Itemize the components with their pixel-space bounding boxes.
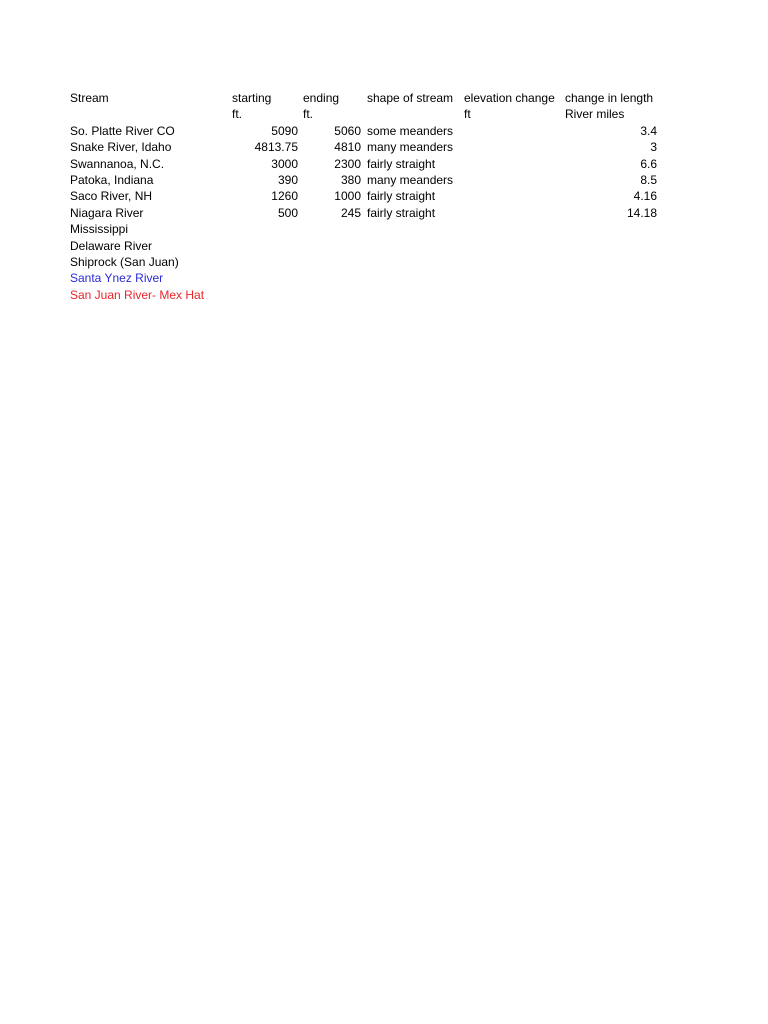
table-row <box>70 172 670 188</box>
ending-ft: 1000 <box>334 189 361 204</box>
table-row <box>70 205 670 221</box>
stream-shape: fairly straight <box>367 189 436 204</box>
stream-name: Delaware River <box>70 238 153 253</box>
ending-ft: 4810 <box>334 140 361 155</box>
table-row <box>70 254 670 270</box>
stream-shape: some meanders <box>367 123 454 138</box>
header-length: change in length <box>565 91 654 105</box>
length-change: 8.5 <box>640 172 657 187</box>
starting-ft: 500 <box>277 205 298 220</box>
header-row <box>70 90 670 106</box>
header-units-row <box>70 106 670 122</box>
header-length-unit: River miles <box>565 107 625 122</box>
starting-ft: 5090 <box>271 123 298 138</box>
ending-ft: 380 <box>340 172 361 187</box>
stream-name: Swannanoa, N.C. <box>70 156 165 171</box>
length-change: 4.16 <box>633 189 657 204</box>
stream-name: Santa Ynez River <box>70 271 164 286</box>
ending-ft: 245 <box>340 205 361 220</box>
table-row <box>70 188 670 204</box>
header-ending: ending <box>303 91 340 105</box>
length-change: 14.18 <box>626 205 657 220</box>
ending-ft: 2300 <box>334 156 361 171</box>
header-stream: Stream <box>70 91 109 105</box>
ending-ft: 5060 <box>334 123 361 138</box>
header-shape: shape of stream <box>367 91 454 105</box>
header-ending-unit: ft. <box>303 107 314 122</box>
stream-shape: many meanders <box>367 140 454 155</box>
length-change: 3.4 <box>640 123 657 138</box>
starting-ft: 3000 <box>271 156 298 171</box>
stream-name: Shiprock (San Juan) <box>70 254 179 269</box>
table-row <box>70 156 670 172</box>
table-row <box>70 123 670 139</box>
stream-name: Mississippi <box>70 222 129 237</box>
stream-data-table <box>70 90 670 303</box>
stream-name: Saco River, NH <box>70 189 153 204</box>
starting-ft: 1260 <box>271 189 298 204</box>
table-row <box>70 238 670 254</box>
table-row <box>70 139 670 155</box>
stream-shape: fairly straight <box>367 205 436 220</box>
header-starting: starting <box>232 91 272 105</box>
stream-shape: many meanders <box>367 172 454 187</box>
stream-name: Patoka, Indiana <box>70 172 154 187</box>
table-row <box>70 221 670 237</box>
header-starting-unit: ft. <box>232 107 243 122</box>
header-elevation-unit: ft <box>464 107 471 122</box>
stream-name: San Juan River- Mex Hat <box>70 287 205 302</box>
stream-name: Niagara River <box>70 205 144 220</box>
length-change: 6.6 <box>640 156 657 171</box>
table-row <box>70 270 670 286</box>
starting-ft: 4813.75 <box>254 140 298 155</box>
stream-name: So. Platte River CO <box>70 123 175 138</box>
header-elevation: elevation change <box>464 91 555 105</box>
table-row <box>70 287 670 303</box>
stream-shape: fairly straight <box>367 156 436 171</box>
length-change: 3 <box>650 140 657 155</box>
starting-ft: 390 <box>277 172 298 187</box>
stream-name: Snake River, Idaho <box>70 140 172 155</box>
